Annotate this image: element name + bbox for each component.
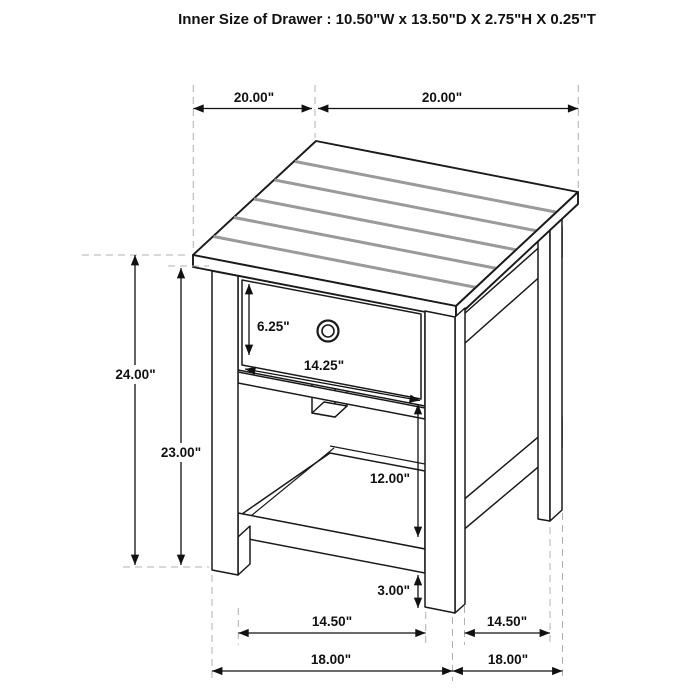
top-width-label: 20.00" — [421, 90, 463, 105]
front-leg-spacing-label: 14.50" — [311, 614, 353, 629]
front-left-leg — [212, 271, 238, 575]
dimension-side-outer-depth — [453, 513, 563, 681]
foot-height-label: 3.00" — [377, 583, 410, 598]
overall-height-label: 24.00" — [115, 367, 156, 382]
compartment-height-label: 12.00" — [369, 471, 410, 486]
back-right-leg-side — [550, 219, 562, 521]
front-right-leg-side — [455, 308, 465, 613]
dimension-body-height — [155, 266, 209, 565]
side-leg-spacing-label: 14.50" — [486, 614, 528, 629]
front-outer-width-label: 18.00" — [310, 652, 352, 667]
drawer-width-label: 14.25" — [303, 358, 345, 373]
page-title: Inner Size of Drawer : 10.50"W x 13.50"D X 2.75"H X 0.25"T — [178, 11, 596, 28]
top-depth-label: 20.00" — [233, 90, 275, 105]
table-drawing — [193, 141, 578, 613]
drawer-height-label: 6.25" — [257, 319, 290, 334]
side-outer-depth-label: 18.00" — [487, 652, 529, 667]
dimension-overall-height — [82, 255, 209, 567]
back-right-leg — [538, 228, 550, 521]
dimension-side-leg-spacing — [465, 527, 551, 645]
body-height-label: 23.00" — [160, 445, 202, 460]
dimension-front-leg-spacing — [238, 608, 425, 645]
front-right-leg — [425, 311, 455, 613]
dimension-foot-height — [377, 575, 418, 608]
